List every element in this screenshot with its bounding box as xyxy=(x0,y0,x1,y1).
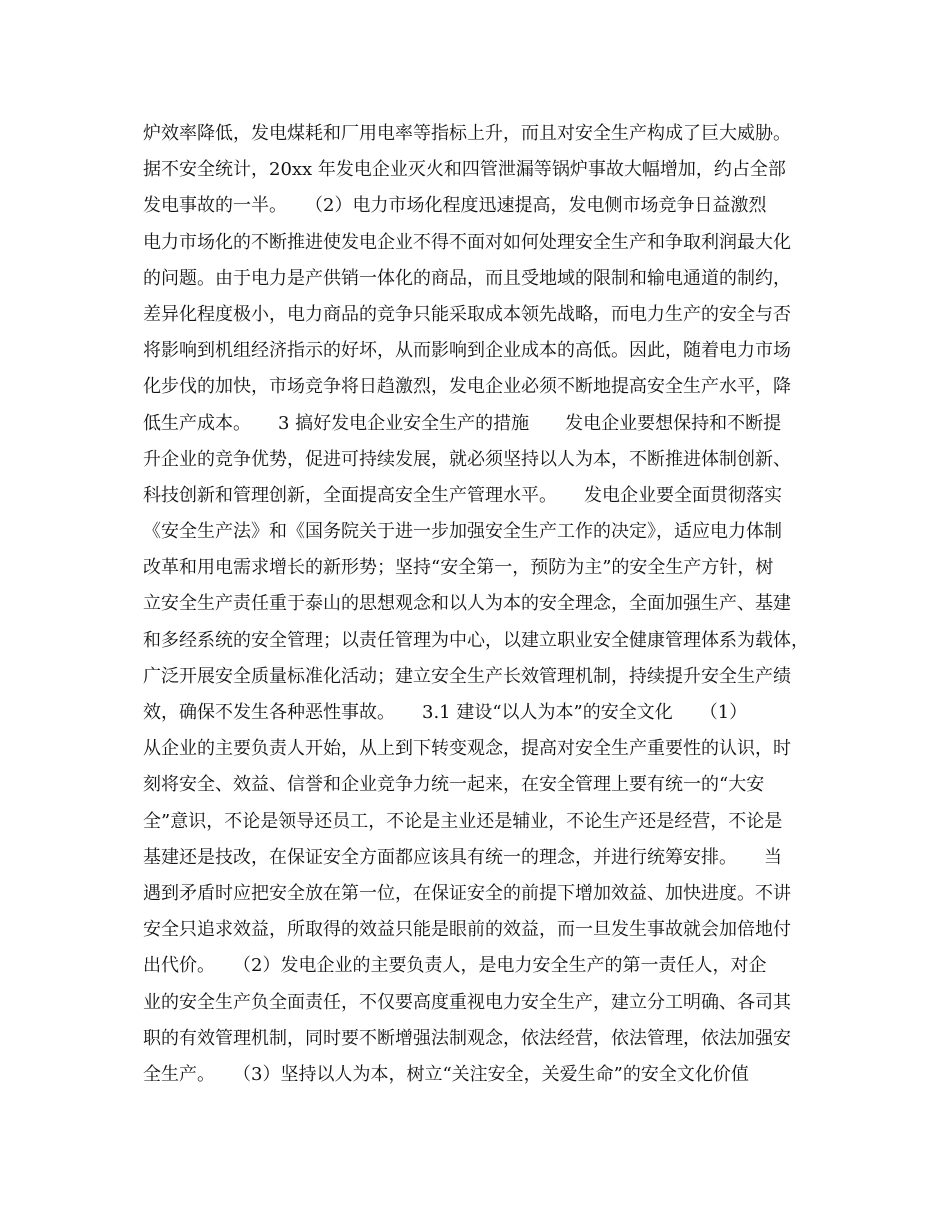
text-line: 广泛开展安全质量标准化活动；建立安全生产长效管理机制，持续提升安全生产绩 xyxy=(143,665,791,687)
text-line: 全”意识，不论是领导还员工，不论是主业还是辅业，不论生产还是经营，不论是 xyxy=(143,810,783,832)
text-line: 立安全生产责任重于泰山的思想观念和以人为本的安全理念，全面加强生产、基建 xyxy=(143,593,791,615)
text-line: 遇到矛盾时应把安全放在第一位，在保证安全的前提下增加效益、加快进度。不讲 xyxy=(143,882,791,904)
text-line: 科技创新和管理创新，全面提高安全生产管理水平。 发电企业要全面贯彻落实 xyxy=(143,484,782,506)
text-line: 出代价。 （2）发电企业的主要负责人，是电力安全生产的第一责任人，对企 xyxy=(143,955,767,977)
text-line: 效，确保不发生各种恶性事故。 3.1 建设“以人为本”的安全文化 （1） xyxy=(143,702,748,723)
text-line: 化步伐的加快，市场竞争将日趋激烈，发电企业必须不断地提高安全生产水平，降 xyxy=(143,376,791,398)
text-line: 基建还是技改，在保证安全方面都应该具有统一的理念，并进行统筹安排。 当 xyxy=(143,846,782,868)
text-line: 改革和用电需求增长的新形势；坚持“安全第一，预防为主”的安全生产方针，树 xyxy=(143,557,774,579)
text-line: 职的有效管理机制，同时要不断增强法制观念，依法经营，依法管理，依法加强安 xyxy=(143,1027,791,1049)
text-line: 将影响到机组经济指示的好坏，从而影响到企业成本的高低。因此，随着电力市场 xyxy=(143,340,791,362)
text-line: 安全只追求效益，所取得的效益只能是眼前的效益，而一旦发生事故就会加倍地付 xyxy=(143,919,791,941)
text-line: 低生产成本。 3 搞好发电企业安全生产的措施 发电企业要想保持和不断提 xyxy=(143,412,782,434)
body-text xyxy=(143,116,843,1093)
text-line: 升企业的竞争优势，促进可持续发展，就必须坚持以人为本，不断推进体制创新、 xyxy=(143,448,791,470)
text-line: 和多经系统的安全管理；以责任管理为中心，以建立职业安全健康管理体系为载体， xyxy=(143,629,809,651)
text-line: 的问题。由于电力是产供销一体化的商品，而且受地域的限制和输电通道的制约， xyxy=(143,267,791,289)
text-line: 发电事故的一半。 （2）电力市场化程度迅速提高，发电侧市场竞争日益激烈 xyxy=(143,195,767,217)
text-line: 从企业的主要负责人开始，从上到下转变观念，提高对安全生产重要性的认识，时 xyxy=(143,738,791,760)
text-line: 炉效率降低，发电煤耗和厂用电率等指标上升，而且对安全生产构成了巨大威胁。 xyxy=(143,123,791,144)
text-line: 业的安全生产负全面责任，不仅要高度重视电力安全生产，建立分工明确、各司其 xyxy=(143,991,791,1013)
text-line: 据不安全统计，20xx 年发电企业灭火和四管泄漏等锅炉事故大幅增加，约占全部 xyxy=(143,159,786,181)
text-line: 全生产。 （3）坚持以人为本，树立“关注安全，关爱生命”的安全文化价值 xyxy=(143,1063,749,1085)
text-line: 《安全生产法》和《国务院关于进一步加强安全生产工作的决定》，适应电力体制 xyxy=(143,521,782,543)
text-line: 刻将安全、效益、信誉和企业竞争力统一起来，在安全管理上要有统一的“大安 xyxy=(143,774,765,796)
text-line: 电力市场化的不断推进使发电企业不得不面对如何处理安全生产和争取利润最大化 xyxy=(143,231,791,253)
text-line: 差异化程度极小，电力商品的竞争只能采取成本领先战略，而电力生产的安全与否 xyxy=(143,303,791,325)
